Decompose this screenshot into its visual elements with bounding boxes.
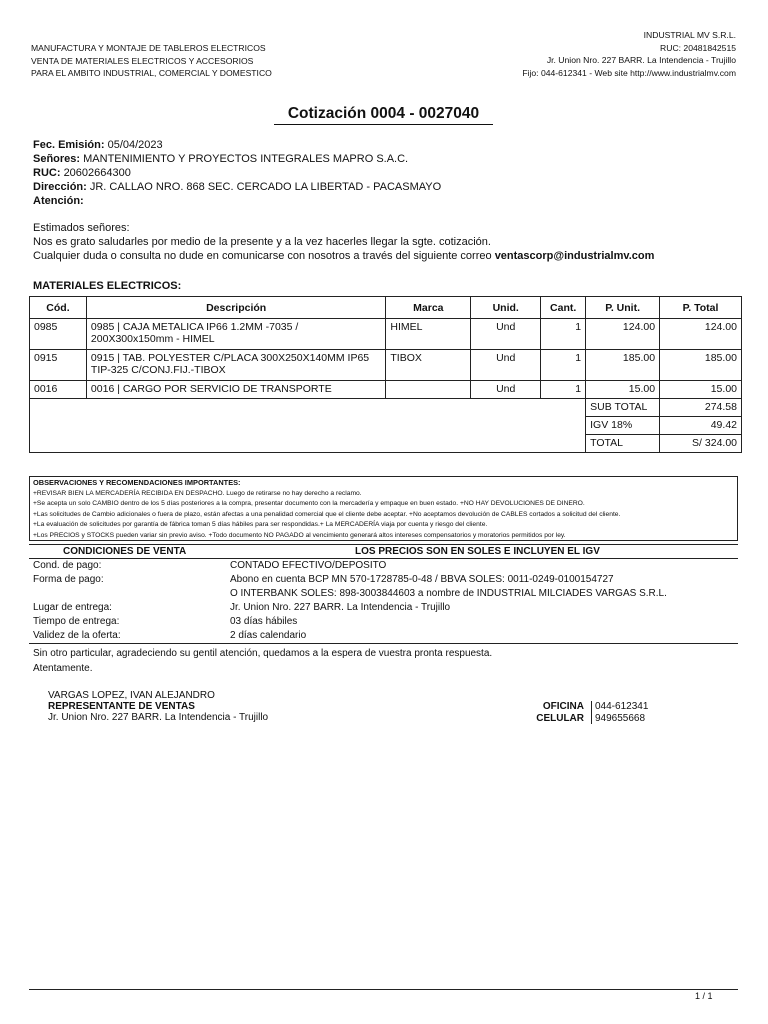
validez-oferta-value: 2 días calendario bbox=[230, 630, 307, 641]
cell-marca bbox=[386, 381, 471, 399]
tagline-line: MANUFACTURA Y MONTAJE DE TABLEROS ELECTRICOS bbox=[31, 43, 266, 53]
signature-block bbox=[48, 690, 268, 723]
subtotal-label: SUB TOTAL bbox=[586, 399, 660, 417]
col-header: Marca bbox=[386, 297, 471, 319]
celular-label: CELULAR bbox=[536, 712, 584, 724]
closing-line: Sin otro particular, agradeciendo su gentil atención, quedamos a la espera de vuestra pronta respuesta. bbox=[33, 648, 493, 659]
cell-cant: 1 bbox=[541, 319, 586, 350]
table-header-row bbox=[30, 297, 742, 319]
total-value: S/ 324.00 bbox=[660, 435, 742, 453]
intro-greeting: Estimados señores: bbox=[33, 222, 130, 234]
conditions-header-right: LOS PRECIOS SON EN SOLES E INCLUYEN EL IGV bbox=[355, 546, 600, 557]
col-header: Descripción bbox=[86, 297, 385, 319]
cell-unid: Und bbox=[471, 350, 541, 381]
observacion-line: +Las solicitudes de Cambio adicionales o fuera de plazo, están afectas a una penalidad comercial que el cliente debe aceptar. +No aceptamos devolución de CABLES cortados a solicitud del cliente. bbox=[33, 510, 621, 518]
senores-value: MANTENIMIENTO Y PROYECTOS INTEGRALES MAPRO S.A.C. bbox=[83, 153, 409, 165]
cell-marca: TIBOX bbox=[386, 350, 471, 381]
lugar-entrega-value: Jr. Union Nro. 227 BARR. La Intendencia - Trujillo bbox=[230, 602, 451, 613]
cell-punit: 124.00 bbox=[586, 319, 660, 350]
ruc-value: 20602664300 bbox=[63, 167, 131, 179]
col-header: Cant. bbox=[541, 297, 586, 319]
representative-address: Jr. Union Nro. 227 BARR. La Intendencia - Trujillo bbox=[48, 712, 269, 723]
cell-cod: 0915 bbox=[30, 350, 87, 381]
observacion-line: +REVISAR BIEN LA MERCADERÍA RECIBIDA EN DESPACHO. Luego de retirarse no hay derecho a reclamo. bbox=[33, 490, 362, 497]
direccion-label: Dirección: bbox=[33, 181, 87, 193]
intro-text bbox=[33, 221, 654, 263]
footer-divider bbox=[29, 989, 738, 990]
tiempo-entrega-value: 03 días hábiles bbox=[230, 616, 298, 627]
col-header: Unid. bbox=[471, 297, 541, 319]
representative-name: VARGAS LOPEZ, IVAN ALEJANDRO bbox=[48, 690, 215, 701]
company-name: INDUSTRIAL MV S.R.L. bbox=[643, 30, 736, 40]
table-row bbox=[30, 319, 742, 350]
table-row bbox=[30, 350, 742, 381]
company-contact: Fijo: 044-612341 - Web site http://www.industrialmv.com bbox=[522, 67, 736, 78]
forma-pago-value: Abono en cuenta BCP MN 570-1728785-0-48 / BBVA SOLES: 0011-0249-0100154727 bbox=[230, 574, 614, 585]
table-row bbox=[30, 381, 742, 399]
cond-pago-value: CONTADO EFECTIVO/DEPOSITO bbox=[230, 560, 387, 571]
contact-labels bbox=[520, 701, 584, 724]
cell-desc: 0915 | TAB. POLYESTER C/PLACA 300X250X140MM IP65 TIP-325 C/CONJ.FIJ.-TIBOX bbox=[86, 350, 385, 381]
observaciones-box bbox=[29, 476, 738, 541]
company-info bbox=[522, 29, 736, 79]
representative-role: REPRESENTANTE DE VENTAS bbox=[48, 701, 195, 712]
direccion-value: JR. CALLAO NRO. 868 SEC. CERCADO LA LIBERTAD - PACASMAYO bbox=[89, 181, 442, 193]
lugar-entrega-label: Lugar de entrega: bbox=[33, 602, 112, 613]
cell-desc: 0985 | CAJA METALICA IP66 1.2MM -7035 / 200X300x150mm - HIMEL bbox=[86, 319, 385, 350]
igv-label: IGV 18% bbox=[586, 417, 660, 435]
totals-blank bbox=[30, 399, 586, 453]
cell-cod: 0016 bbox=[30, 381, 87, 399]
conditions-header-left: CONDICIONES DE VENTA bbox=[63, 546, 187, 557]
contact-email: ventascorp@industrialmv.com bbox=[494, 250, 655, 262]
conditions-labels bbox=[33, 559, 121, 643]
observaciones-title: OBSERVACIONES Y RECOMENDACIONES IMPORTANTES: bbox=[33, 478, 241, 487]
contact-values bbox=[595, 701, 648, 724]
cell-unid: Und bbox=[471, 381, 541, 399]
observacion-line: +La evaluación de solicitudes por garantía de fábrica toman 5 días hábiles para ser respondidas.+ La MERCADERÍA viaja por cuenta y riesgo del cliente. bbox=[33, 521, 488, 529]
contact-separator bbox=[591, 701, 592, 724]
validez-oferta-label: Validez de la oferta: bbox=[33, 630, 121, 641]
client-info bbox=[33, 138, 441, 208]
cond-pago-label: Cond. de pago: bbox=[33, 560, 102, 571]
closing-text bbox=[33, 646, 492, 676]
cell-desc: 0016 | CARGO POR SERVICIO DE TRANSPORTE bbox=[86, 381, 385, 399]
cell-marca: HIMEL bbox=[386, 319, 471, 350]
cell-ptotal: 124.00 bbox=[660, 319, 742, 350]
company-tagline bbox=[31, 42, 272, 80]
document-title: Cotización 0004 - 0027040 bbox=[274, 104, 493, 125]
col-header: Cód. bbox=[30, 297, 87, 319]
divider bbox=[29, 643, 738, 644]
intro-line: Cualquier duda o consulta no dude en comunicarse con nosotros a través del siguiente correo bbox=[33, 250, 495, 262]
ruc-label: RUC: bbox=[33, 167, 61, 179]
section-title: MATERIALES ELECTRICOS: bbox=[33, 280, 182, 292]
intro-line: Nos es grato saludarles por medio de la presente y a la vez hacerles llegar la sgte. cotización. bbox=[33, 236, 491, 248]
conditions-values bbox=[230, 559, 667, 643]
page-number: 1 / 1 bbox=[695, 991, 713, 1001]
subtotal-value: 274.58 bbox=[660, 399, 742, 417]
cell-cant: 1 bbox=[541, 350, 586, 381]
company-ruc: RUC: 20481842515 bbox=[660, 42, 736, 53]
cell-ptotal: 15.00 bbox=[660, 381, 742, 399]
tagline-line: PARA EL AMBITO INDUSTRIAL, COMERCIAL Y DOMESTICO bbox=[31, 68, 272, 78]
cell-ptotal: 185.00 bbox=[660, 350, 742, 381]
tiempo-entrega-label: Tiempo de entrega: bbox=[33, 616, 120, 627]
cell-punit: 185.00 bbox=[586, 350, 660, 381]
forma-pago-value: O INTERBANK SOLES: 898-3003844603 a nombre de INDUSTRIAL MILCIADES VARGAS S.R.L. bbox=[230, 588, 667, 599]
atencion-label: Atención: bbox=[33, 195, 84, 207]
cell-cant: 1 bbox=[541, 381, 586, 399]
company-address: Jr. Union Nro. 227 BARR. La Intendencia - Trujillo bbox=[546, 55, 736, 65]
senores-label: Señores: bbox=[33, 153, 81, 165]
observacion-line: +Los PRECIOS y STOCKS pueden variar sin previo aviso. +Todo documento NO PAGADO al vencimiento generará altos intereses compensatorios y moratorios permitidos por ley. bbox=[33, 531, 566, 539]
col-header: P. Unit. bbox=[586, 297, 660, 319]
celular-value: 949655668 bbox=[595, 712, 646, 724]
oficina-label: OFICINA bbox=[542, 701, 584, 712]
items-table bbox=[29, 296, 742, 453]
col-header: P. Total bbox=[660, 297, 742, 319]
igv-value: 49.42 bbox=[660, 417, 742, 435]
cell-punit: 15.00 bbox=[586, 381, 660, 399]
tagline-line: VENTA DE MATERIALES ELECTRICOS Y ACCESORIOS bbox=[31, 55, 254, 66]
observacion-line: +Se acepta un solo CAMBIO dentro de los 5 días posteriores a la compra, presentar documento con la mercadería y empaque en buen estado. +NO HAY DEVOLUCIONES DE DINERO. bbox=[33, 500, 585, 508]
fec-emision-value: 05/04/2023 bbox=[107, 139, 163, 151]
forma-pago-label: Forma de pago: bbox=[33, 574, 104, 585]
subtotal-row bbox=[30, 399, 742, 417]
cell-unid: Und bbox=[471, 319, 541, 350]
fec-emision-label: Fec. Emisión: bbox=[33, 139, 105, 151]
total-label: TOTAL bbox=[586, 435, 660, 453]
oficina-value: 044-612341 bbox=[595, 701, 649, 712]
closing-line: Atentamente. bbox=[33, 663, 93, 674]
cell-cod: 0985 bbox=[30, 319, 87, 350]
